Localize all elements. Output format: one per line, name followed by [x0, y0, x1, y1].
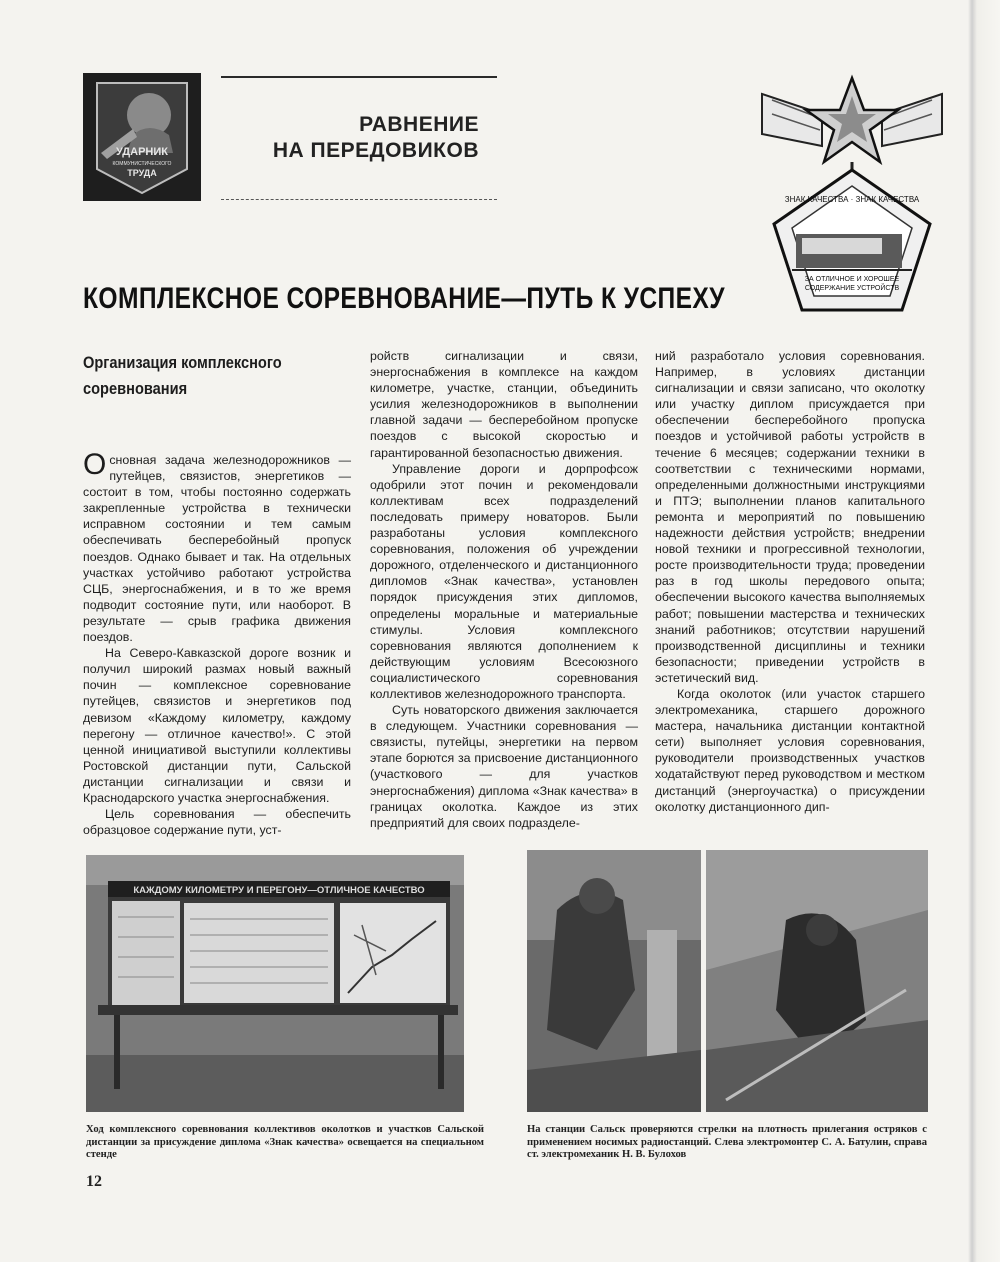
svg-text:КОММУНИСТИЧЕСКОГО: КОММУНИСТИЧЕСКОГО — [112, 161, 172, 167]
svg-text:ЗНАК КАЧЕСТВА · ЗНАК КАЧЕСТВА: ЗНАК КАЧЕСТВА · ЗНАК КАЧЕСТВА — [784, 195, 920, 204]
paragraph: Суть новаторского движения заключается в следующем. Участники соревнования — связисты, путейцы, энергетики на первом этапе борются за присвоение дистанционного (участкового — для участков энергоснабжения) диплома «Знак качества» в границах околотка. Каждое из этих предприятий для своих подразделе- — [370, 703, 638, 830]
photo-electromechanic-bulokhov — [706, 850, 928, 1112]
paragraph: ройств сигнализации и связи, энергоснабжения в комплексе на каждом километре, участке, станции, объединить усилия железнодорожников в выполнении главной задачи — бесперебойном пропуске поездов с высокой скоростью и гарантированной безопасностью движения. — [370, 349, 638, 460]
paragraph: На Северо-Кавказской дороге возник и получил широкий размах новый важный почин — комплексное соревнование путейцев, связистов и энергетиков под девизом «Каждому километру, каждому перегону — отличное качество!». С этой ценной инициативой выступили коллективы Ростовской дистанции пути, Сальской дистанции сигнализации и связи и Краснодарского участка энергоснабжения. — [83, 646, 351, 805]
paragraph: Когда околоток (или участок старшего электромеханика, старшего дорожного мастера, начальника дистанции контактной сети) выполняет условия соревнования, руководители производственных участков ходатайствуют перед руководством и местком дистанций (энергоучастка) о присуждении околотку дистанционного дип- — [655, 686, 925, 814]
paragraph-text: сновная задача железнодорожников — путейцев, связистов, энергетиков — состоит в том, чтобы постоянно содержать закрепленные устройства в технически исправном состоянии и тем самым обеспечивать бесперебойный пропуск поездов. Однако бывает и так. На отдельных участках устойчиво работают устройства СЦБ, энергоснабжения, и в то же время подводит состояние пути, или наоборот. В результате — срыв графика движения поездов. — [83, 453, 351, 645]
photo-caption-right: На станции Сальск проверяются стрелки на плотность прилегания остряков с применением носимых радиостанций. Слева электромонтер С. А. Батулин, справа ст. электромеханик Н. В. Булохов — [527, 1124, 927, 1160]
article-column-1 — [83, 348, 351, 838]
svg-text:ТРУДА: ТРУДА — [127, 168, 157, 178]
header-rule-bottom — [221, 199, 497, 200]
paragraph: ний разработало условия соревнования. Например, в условиях дистанции сигнализации и связи записано, что околотку или участку диплом присуждается при обеспечении бесперебойного пропуска поездов и устойчивой работы устройств в течение 6 месяцев; содержании техники в соответствии с техническими нормами, определенными должностными инструкциями и ПТЭ; выполнении планов капитального ремонта и мероприятий по повышению надежности действия устройств; внедрении новой техники и прогрессивной технологии, росте производительности труда; проведении раз в год школы передового опыта; обеспечении высокого качества выполняемых работ; повышении мастерства и технических знаний работников; отсутствии нарушений производственной дисциплины и техники безопасности; приведении устройств в эстетический вид. — [655, 349, 925, 685]
photo-caption-left: Ход комплексного соревнования коллективов околотков и участков Сальской дистанции за присуждение диплома «Знак качества» освещается на специальном стенде — [86, 1124, 484, 1160]
article-subheading: Организация комплексного соревнования — [83, 353, 282, 398]
header-rule-top — [221, 76, 497, 78]
article-headline: КОМПЛЕКСНОЕ СОРЕВНОВАНИЕ—ПУТЬ К УСПЕХУ — [83, 282, 725, 315]
svg-text:ЗА ОТЛИЧНОЕ И ХОРОШЕЕ: ЗА ОТЛИЧНОЕ И ХОРОШЕЕ — [804, 276, 900, 283]
page-number: 12 — [86, 1173, 102, 1190]
rubric-line-2: НА ПЕРЕДОВИКОВ — [272, 139, 479, 162]
stand-photo-image — [86, 855, 464, 1112]
photo-competition-stand — [86, 855, 464, 1112]
page-gutter — [968, 0, 1000, 1262]
udarnik-badge-icon — [83, 73, 201, 201]
article-column-3 — [655, 348, 925, 815]
svg-text:СОДЕРЖАНИЕ УСТРОЙСТВ: СОДЕРЖАНИЕ УСТРОЙСТВ — [804, 285, 900, 292]
quality-mark-medal-icon — [752, 74, 952, 324]
paragraph — [83, 448, 351, 645]
svg-text:УДАРНИК: УДАРНИК — [116, 146, 168, 158]
rubric-title — [221, 112, 479, 164]
article-column-2 — [370, 348, 638, 831]
rubric-line-1: РАВНЕНИЕ — [359, 113, 479, 136]
drop-cap: О — [83, 448, 107, 481]
paragraph: Управление дороги и дорпрофсож одобрили этот почин и рекомендовали коллективам всех подразделений последовать примеру новаторов. Были разработаны условия комплексного соревнования, положения об учреждении дорожного, отделенческого и дистанционного дипломов «Знак качества», установлен порядок присуждения этих дипломов, определены моральные и материальные стимулы. Условия комплексного соревнования являются дополнением к действующим условиям Всесоюзного социалистического соревнования коллективов железнодорожного транспорта. — [370, 461, 638, 701]
stand-banner: КАЖДОМУ КИЛОМЕТРУ И ПЕРЕГОНУ—ОТЛИЧНОЕ КАЧЕСТВО — [133, 885, 425, 896]
photo-electrician-batulin — [527, 850, 701, 1112]
electromechanic-photo-image — [706, 850, 928, 1112]
electrician-photo-image — [527, 850, 701, 1112]
paragraph: Цель соревнования — обеспечить образцовое содержание пути, уст- — [83, 807, 351, 838]
